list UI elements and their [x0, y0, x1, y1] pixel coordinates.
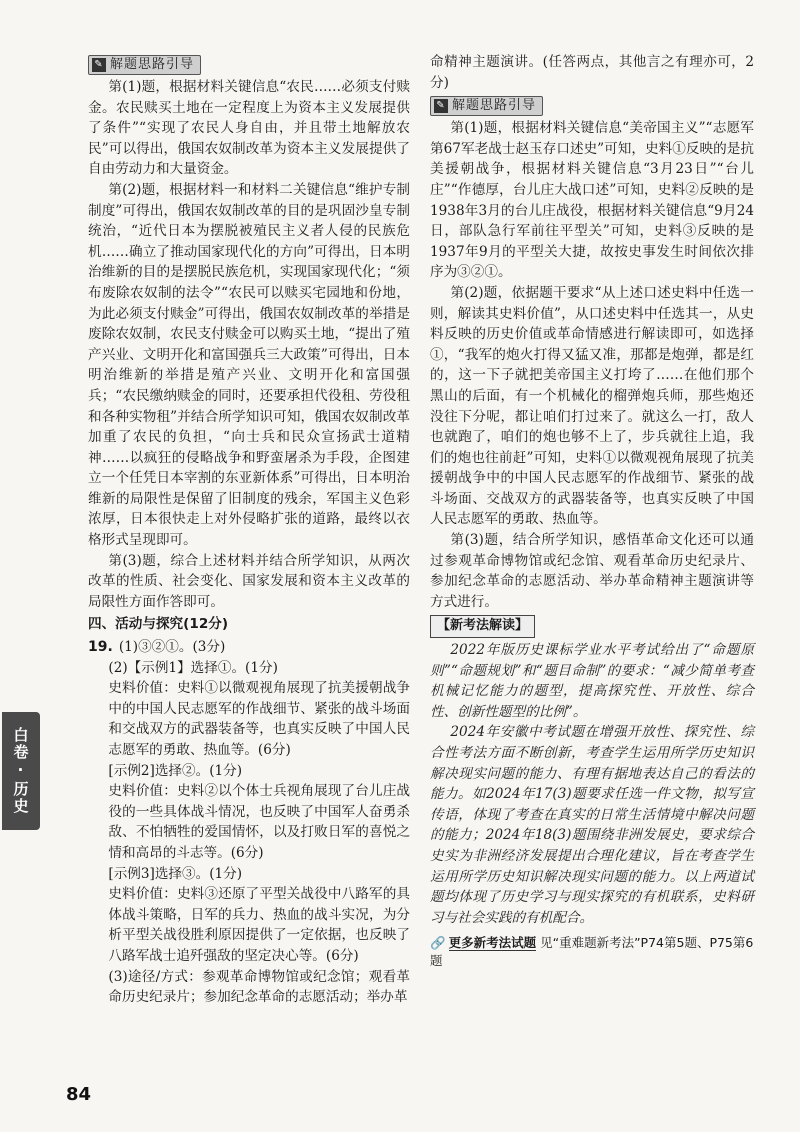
- more-questions-link[interactable]: [430, 934, 754, 970]
- answer-text: (1)③②①。(3分): [118, 639, 226, 656]
- pencil-icon: ✎: [434, 99, 448, 113]
- solution-guide-badge: [88, 55, 201, 75]
- new-exam-title: 【新考法解读】: [430, 615, 535, 638]
- answer-line: 史料价值：史料①以微观视角展现了抗美援朝战争中的中国人民志愿军的作战细节、紧张的战斗场面和交战双方的武器装备等，也真实反映了中国人民志愿军的勇敢、热血等。(6分): [108, 680, 410, 758]
- analysis-paragraph: 第(2)题，根据材料一和材料二关键信息“维护专制制度”可得出，俄国农奴制改革的目的是巩固沙皇专制统治，“近代日本为摆脱被殖民主义者人侵的民族危机……确立了推动国家现代化的方向”可得出，日本明治维新的目的是摆脱民族危机，实现国家现代化；“须布废除农奴制的法令”“农民可以赎买宅园地和份地，为此必须支付赎金”可得出，俄国农奴制改革的举措是废除农奴制，农民支付赎金可以购买土地，“提出了殖产兴业、文明开化和富国强兵三大政策”可得出，日本明治维新的举措是殖产兴业、文明开化和富国强兵；“农民缴纳赎金的同时，还要承担代役租、劳役租和各种实物租”并结合所学知识可知，俄国农奴制改革加重了农民的负担，“向士兵和民众宣扬武士道精神……以疯狂的侵略战争和野蛮屠杀为手段，企图建立一个任凭日本宰割的东亚新体系”可得出，日本明治维新的局限性是保留了旧制度的残余，军国主义色彩浓厚，日本很快走上对外侵略扩张的道路，最终以衣格形式呈现即可。: [88, 181, 410, 549]
- right-column: [430, 52, 754, 970]
- left-column: [88, 52, 410, 1008]
- analysis-paragraph: 第(3)题，综合上述材料并结合所学知识，从两次改革的性质、社会变化、国家发展和资本主义改革的局限性方面作答即可。: [88, 552, 410, 610]
- question-number: 19.: [88, 639, 113, 656]
- solution-guide-label: 解题思路引导: [110, 56, 195, 72]
- answer-line: (3)途径/方式：参观革命博物馆或纪念馆；观看革命历史纪录片；参加纪念革命的志愿活动；举办革: [108, 968, 410, 1006]
- analysis-paragraph: 第(1)题，根据材料关键信息“农民……必须支付赎金。农民赎买土地在一定程度上为资本主义发展提供了条件”“实现了农民人身自由，并且带土地解放农民”可以得出，俄国农奴制改革为资本主义发展提供了自由劳动力和大量资金。: [88, 79, 410, 178]
- subject-side-tab: 白卷·历史: [2, 712, 40, 830]
- answer-line: [示例3]选择③。(1分): [108, 865, 243, 882]
- answer-line: [示例2]选择②。(1分): [108, 762, 243, 779]
- question-19-part1: [88, 637, 410, 658]
- analysis-paragraph: 第(1)题，根据材料关键信息“美帝国主义”“志愿军第67军老战士赵玉存口述史”可知，史料①反映的是抗美援朝战争，根据材料关键信息“3月23日”“台儿庄”“作德厚，台儿庄大战口述”可知，史料②反映的是1938年3月的台儿庄战役，根据材料关键信息“9月24日，部队急行军前往平型关”可知，史料③反映的是1937年9月的平型关大捷，故按史事发生时间依次排序为③②①。: [430, 120, 754, 281]
- more-questions-reference: 见“重难题新考法”P74第5题、P75第6题: [430, 935, 754, 969]
- pencil-icon: ✎: [92, 58, 106, 72]
- more-questions-title: 更多新考法试题: [448, 935, 537, 951]
- answer-line: 史料价值：史料③还原了平型关战役中八路军的具体战斗策略，日军的兵力、热血的战斗实况，为分析平型关战役胜利原因提供了一定依据，也反映了八路军战士追歼强敌的坚定决心等。(6分): [108, 886, 410, 964]
- section-heading: 四、活动与探究(12分): [88, 616, 229, 633]
- new-exam-paragraph: 2024年安徽中考试题在增强开放性、探究性、综合性考法方面不断创新，考查学生运用所学历史知识解决现实问题的能力、有理有据地表达自己的看法的能力。如2024年17(3)题要求任选一件文物，拟写宣传语，体现了考查在真实的日常生活情境中解决问题的能力；2024年18(3)题围绕非洲发展史，要求综合史实为非洲经济发展提出合理化建议，旨在考查学生运用所学历史知识解决现实问题的能力。以上两道试题均体现了历史学习与现实探究的有机联系，史料研习与社会实践的有机配合。: [430, 724, 754, 926]
- solution-guide-label: 解题思路引导: [452, 97, 537, 113]
- answer-line: (2)【示例1】选择①。(1分): [108, 659, 278, 676]
- solution-guide-badge: [430, 96, 543, 116]
- continuation-text: 命精神主题演讲。(任答两点，其他言之有理亦可，2分): [430, 54, 754, 91]
- new-exam-paragraph: 2022年版历史课标学业水平考试给出了“命题原则”“命题规划”和“题目命制”的要求：“减少简单考查机械记忆能力的题型，提高探究性、开放性、综合性、创新性题型的比例”。: [430, 642, 754, 720]
- answer-line: 史料价值：史料②以个体士兵视角展现了台儿庄战役的一些具体战斗情况，也反映了中国军人奋勇杀敌、不怕牺牲的爱国情怀，以及打败日军的喜悦之情和高昂的斗志等。(6分): [108, 783, 410, 861]
- analysis-paragraph: 第(2)题，依据题干要求“从上述口述史料中任选一则，解读其史料价值”，从口述史料中任选其一，从史料反映的历史价值或革命情感进行解读即可，如选择①，“我军的炮火打得又猛又准，那都是炮弹，都是红的，这一下子就把美帝国主义打垮了……在他们那个黑山的后面，有一个机械化的榴弹炮兵师，那些炮还没往下分呢，都让咱们打过来了。就这么一打，敌人也就跑了，咱们的炮也够不上了，步兵就往上追，我们的炮也往前赶”可知，史料①以微观视角展现了抗美援朝战争中的中国人民志愿军的作战细节、紧张的战斗场面、交战双方的武器装备等，也真实反映了中国人民志愿军的勇敢、热血等。: [430, 284, 754, 528]
- link-icon: 🔗: [430, 935, 446, 951]
- analysis-paragraph: 第(3)题，结合所学知识，感悟革命文化还可以通过参观革命博物馆或纪念馆、观看革命历史纪录片、参加纪念革命的志愿活动、举办革命精神主题演讲等方式进行。: [430, 532, 754, 610]
- page-number: 84: [66, 1084, 92, 1105]
